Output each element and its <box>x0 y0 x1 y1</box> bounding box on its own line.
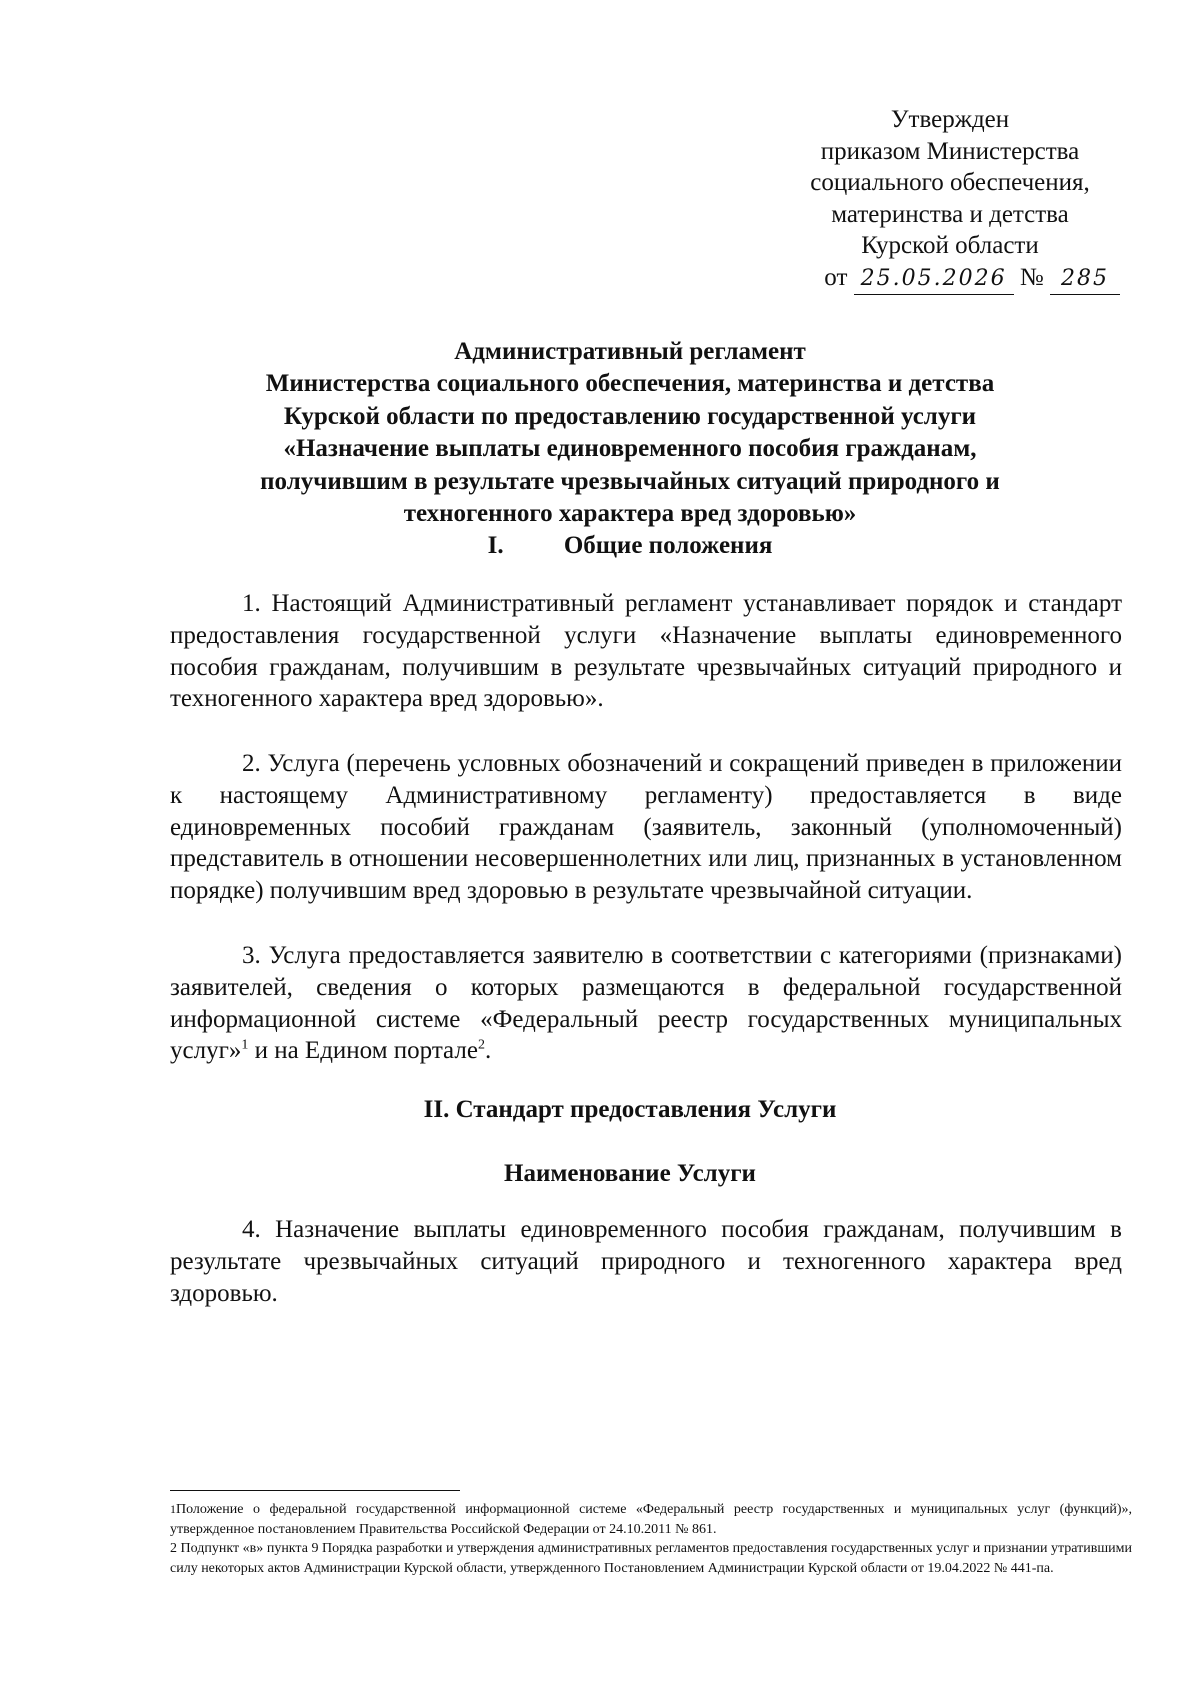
approval-line: материнства и детства <box>831 200 1069 228</box>
approval-date: 25.05.2026 <box>854 263 1014 296</box>
paragraph-1: 1. Настоящий Административный регламент устанавливает порядок и стандарт предоставления государственной услуги «Назначение выплаты единовременного пособия гражданам, получившим в результате чрезвычайных ситуаций природного и техногенного характера вред здоровью». <box>170 590 1122 713</box>
title-line: получившим в результате чрезвычайных ситуаций природного и <box>260 467 1000 495</box>
footnote-1-text: Положение о федеральной государственной информационной системе «Федеральный реестр государственных и муниципальных услуг (функций)», утвержденное постановлением Правительства Российской Федерации от 24.10.2011 № 861. <box>170 1502 1132 1537</box>
paragraph-4: 4. Назначение выплаты единовременного пособия гражданам, получившим в результате чрезвычайных ситуаций природного и техногенного характера вред здоровью. <box>170 1216 1122 1307</box>
title-line: Министерства социального обеспечения, материнства и детства <box>265 370 995 398</box>
approval-line: Утвержден <box>890 106 1010 133</box>
title-line: Административный регламент <box>454 338 806 365</box>
number-prefix: № <box>1019 263 1044 291</box>
approval-line: социального обеспечения, <box>810 169 1090 196</box>
approval-date-row <box>780 262 1120 296</box>
approval-line: приказом Министерства <box>820 137 1080 165</box>
paragraph-3 <box>170 940 1122 1067</box>
paragraph-3-text: 3. Услуга предоставляется заявителю в соответствии с категориями (признаками) заявителей, сведения о которых размещаются в федеральной государственной информационной системе «Федеральный реестр государственных муниципальных услуг» <box>170 942 1122 1065</box>
section-heading-1 <box>150 532 1110 560</box>
paragraph-3-text: и на Едином портале <box>248 1037 478 1065</box>
section-title: Общие положения <box>563 532 773 559</box>
section-number: I. <box>487 532 504 559</box>
section-heading-2: II. Стандарт предоставления Услуги <box>423 1096 837 1123</box>
title-line: Курской области по предоставлению государственной услуги <box>283 402 977 430</box>
footnote-1 <box>170 1500 1132 1539</box>
date-prefix: от <box>824 263 848 291</box>
footnote-2: 2 Подпункт «в» пункта 9 Порядка разработки и утверждения административных регламентов предоставления государственных услуг и признании утратившими силу некоторых актов Администрации Курской области, утвержденного Постановлением Администрации Курской области от 19.04.2022 № 441-па. <box>170 1541 1132 1576</box>
approval-number: 285 <box>1050 263 1120 296</box>
footnote-ref-1: 1 <box>241 1038 249 1054</box>
title-line: «Назначение выплаты единовременного пособия гражданам, <box>283 435 977 463</box>
title-line: техногенного характера вред здоровью» <box>403 500 857 528</box>
document-title <box>150 336 1110 530</box>
footnote-1-mark: 1 <box>170 1502 176 1516</box>
footnotes <box>170 1500 1132 1578</box>
paragraph-2: 2. Услуга (перечень условных обозначений и сокращений приведен в приложении к настоящему Административному регламенту) предоставляется в виде единовременных пособий гражданам (заявитель, законный (уполномоченный) представитель в отношении несовершеннолетних или лиц, признанных в установленном порядке) получившим вред здоровью в результате чрезвычайной ситуации. <box>170 750 1122 905</box>
approval-stamp-block <box>780 104 1120 295</box>
footnote-ref-2: 2 <box>477 1038 485 1054</box>
footnote-divider <box>170 1490 460 1491</box>
paragraph-3-text: . <box>484 1037 492 1065</box>
subsection-heading: Наименование Услуги <box>504 1160 756 1187</box>
approval-line: Курской области <box>861 232 1039 259</box>
